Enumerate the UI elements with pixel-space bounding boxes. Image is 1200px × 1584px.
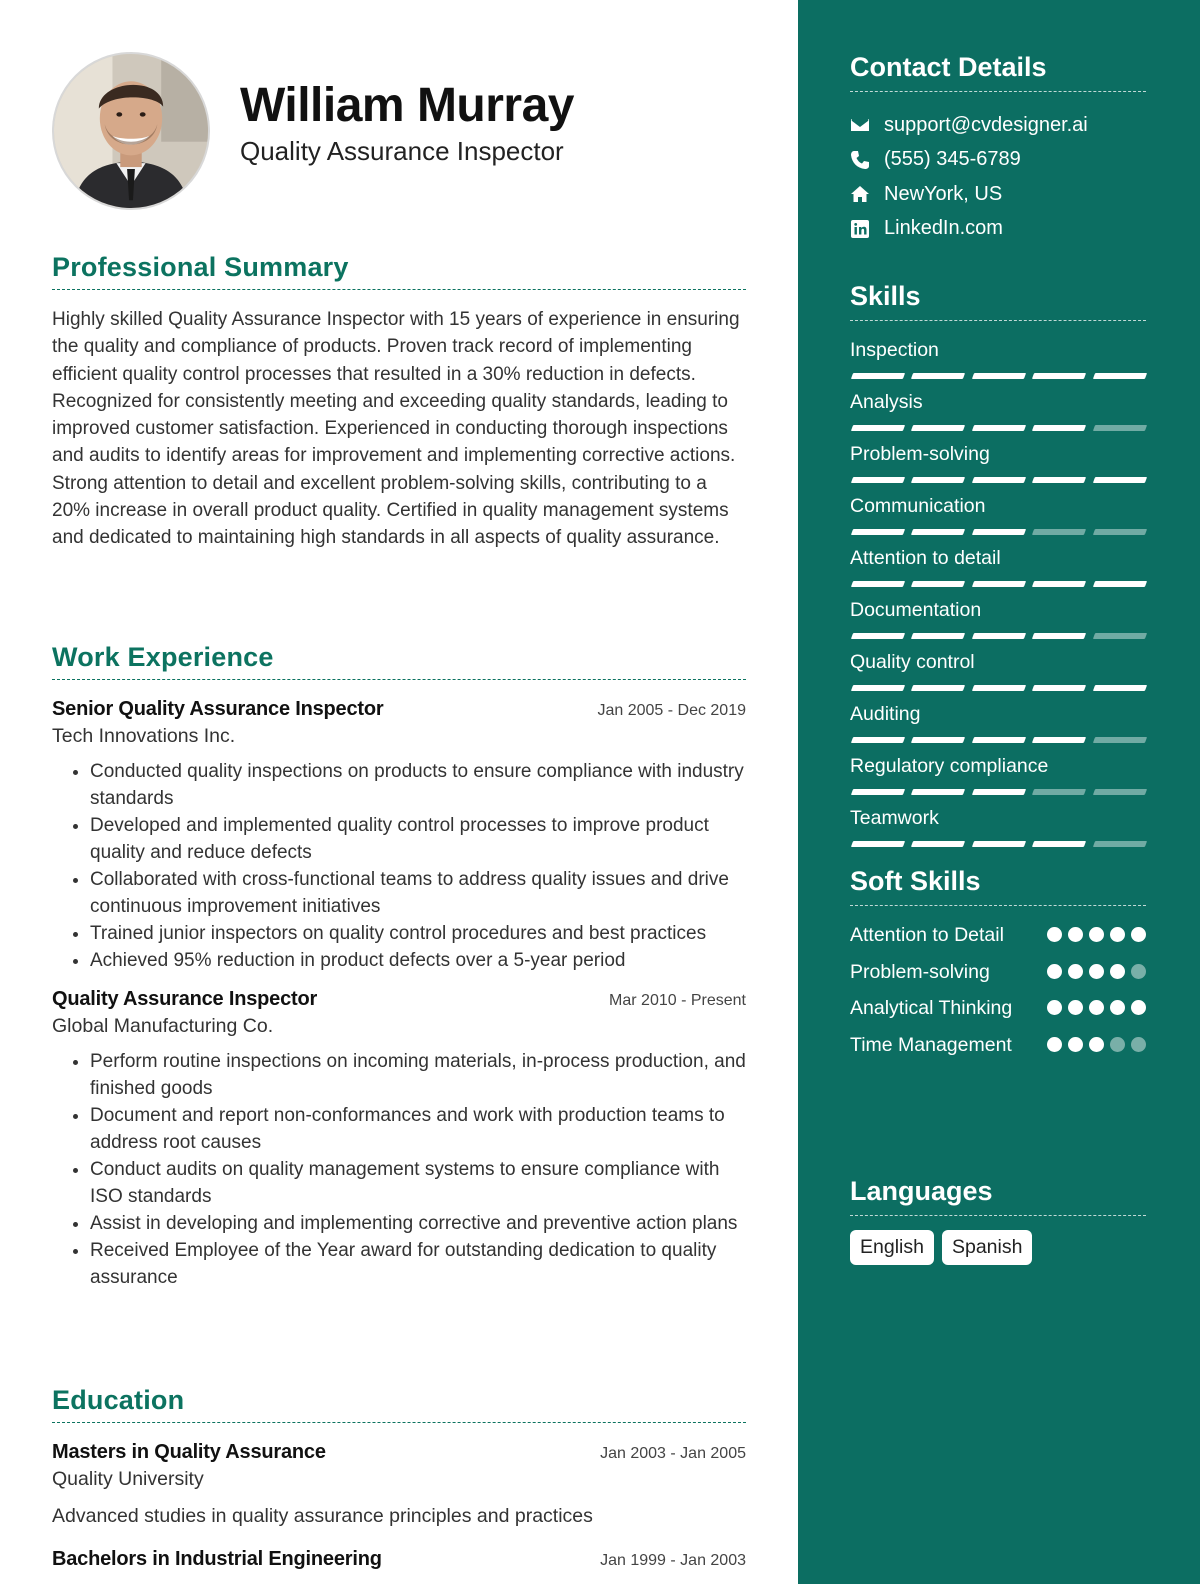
skill-name: Auditing: [850, 703, 921, 725]
skill-level-segment: [1093, 477, 1148, 483]
skill-level-segment: [1032, 685, 1087, 691]
soft-skill-item: [850, 922, 1146, 949]
contact-phone-text: (555) 345-6789: [884, 148, 1021, 171]
skill-level-segment: [911, 633, 966, 639]
job-bullet: • Perform routine inspections on incoming materials, in-process production, and finished goods: [90, 1048, 746, 1102]
rating-dot: [1068, 927, 1083, 942]
rating-dot: [1089, 1037, 1104, 1052]
skill-level-segment: [851, 685, 906, 691]
job-title: Quality Assurance Inspector: [52, 988, 318, 1010]
skill-level-segment: [851, 373, 906, 379]
skill-name: Communication: [850, 495, 986, 517]
skill-level-segment: [1032, 841, 1087, 847]
rating-dot: [1068, 1037, 1083, 1052]
job-bullet: • Received Employee of the Year award for outstanding dedication to quality assurance: [90, 1237, 746, 1291]
rating-dot: [1131, 1037, 1146, 1052]
job-bullet: • Developed and implemented quality control processes to improve product quality and reduce defects: [90, 812, 746, 866]
skill-level-segment: [851, 633, 906, 639]
skill-level-bar: [850, 581, 1146, 587]
skill-name: Regulatory compliance: [850, 755, 1049, 777]
skill-item: [850, 597, 1146, 639]
skill-item: [850, 545, 1146, 587]
education-entry: [52, 1548, 746, 1571]
skill-item: [850, 493, 1146, 535]
skill-level-segment: [1093, 425, 1148, 431]
rating-dot: [1110, 927, 1125, 942]
skill-level-segment: [851, 425, 906, 431]
skill-level-bar: [850, 841, 1146, 847]
candidate-role: Quality Assurance Inspector: [240, 136, 564, 166]
skill-level-segment: [1093, 581, 1148, 587]
skill-level-segment: [911, 789, 966, 795]
profile-photo: [52, 52, 210, 210]
summary-text: Highly skilled Quality Assurance Inspector with 15 years of experience in ensuring the quality and compliance of products. Proven track record of implementing efficient quality control processes that resulted in a 30% reduction in defects. Recognized for consistently meeting and exceeding quality standards, leading to improved customer satisfaction. Experienced in conducting thorough inspections and audits to identify areas for improvement and implementing corrective actions. Strong attention to detail and excellent problem-solving skills, contributing to a 20% increase in overall product quality. Certified in quality management systems and dedicated to maintaining high standards in all aspects of quality assurance.: [52, 309, 740, 549]
contact-linkedin[interactable]: [850, 212, 1146, 247]
skill-level-segment: [972, 789, 1027, 795]
skill-level-segment: [1093, 373, 1148, 379]
rating-dot: [1110, 1037, 1125, 1052]
skill-level-segment: [1093, 841, 1148, 847]
job-date: Jan 2005 - Dec 2019: [597, 702, 746, 719]
contact-location: [850, 177, 1146, 212]
language-chip: English: [850, 1230, 934, 1265]
rating-dot: [1068, 1000, 1083, 1015]
soft-skill-name: Attention to Detail: [850, 924, 1004, 946]
rating-dot: [1131, 927, 1146, 942]
soft-skill-rating: [1047, 922, 1146, 942]
job-date: Mar 2010 - Present: [609, 992, 746, 1009]
skills-section: [850, 281, 1146, 847]
skill-level-segment: [1093, 529, 1148, 535]
skill-name: Inspection: [850, 339, 939, 361]
skill-level-segment: [911, 841, 966, 847]
soft-skills-list: [850, 922, 1146, 1058]
job-bullet: • Conducted quality inspections on products to ensure compliance with industry standards: [90, 758, 746, 812]
skill-level-segment: [1032, 529, 1087, 535]
skill-level-bar: [850, 425, 1146, 431]
skill-level-segment: [972, 425, 1027, 431]
job-bullet: • Trained junior inspectors on quality control procedures and best practices: [90, 920, 746, 947]
profile-photo-image: [54, 54, 208, 208]
education-date: Jan 1999 - Jan 2003: [600, 1552, 746, 1569]
school-name: Quality University: [52, 1468, 204, 1490]
skill-item: [850, 441, 1146, 483]
skill-level-segment: [851, 581, 906, 587]
skill-level-segment: [851, 477, 906, 483]
job-bullet: • Conduct audits on quality management systems to ensure compliance with ISO standards: [90, 1156, 746, 1210]
skill-level-segment: [911, 581, 966, 587]
rating-dot: [1047, 1000, 1062, 1015]
envelope-icon: [850, 115, 870, 135]
soft-skills-title: Soft Skills: [850, 866, 1146, 906]
skill-level-segment: [1032, 633, 1087, 639]
rating-dot: [1047, 964, 1062, 979]
soft-skill-rating: [1047, 995, 1146, 1015]
skill-level-segment: [972, 477, 1027, 483]
skill-level-bar: [850, 529, 1146, 535]
education-section: [52, 1385, 746, 1571]
languages-title: Languages: [850, 1176, 1146, 1216]
skill-level-segment: [1093, 633, 1148, 639]
contact-email-text: support@cvdesigner.ai: [884, 113, 1088, 136]
skill-item: [850, 701, 1146, 743]
skill-item: [850, 649, 1146, 691]
experience-section: [52, 642, 746, 1291]
education-description: Advanced studies in quality assurance principles and practices: [52, 1505, 593, 1527]
skill-name: Problem-solving: [850, 443, 990, 465]
soft-skill-rating: [1047, 1032, 1146, 1052]
skill-level-segment: [911, 737, 966, 743]
phone-icon: [850, 150, 870, 170]
skill-name: Attention to detail: [850, 547, 1001, 569]
summary-title: Professional Summary: [52, 252, 746, 290]
skill-level-bar: [850, 685, 1146, 691]
skill-level-segment: [1093, 685, 1148, 691]
skill-level-segment: [1032, 737, 1087, 743]
skill-level-bar: [850, 477, 1146, 483]
languages-list: [850, 1230, 1146, 1265]
language-chip: Spanish: [942, 1230, 1032, 1265]
job-company: Global Manufacturing Co.: [52, 1015, 274, 1037]
soft-skill-item: [850, 959, 1146, 986]
skill-level-segment: [972, 633, 1027, 639]
skill-level-segment: [972, 529, 1027, 535]
job-entry: [52, 698, 746, 974]
degree-title: Masters in Quality Assurance: [52, 1441, 326, 1463]
rating-dot: [1047, 1037, 1062, 1052]
soft-skill-item: [850, 1032, 1146, 1059]
skill-level-bar: [850, 789, 1146, 795]
soft-skill-name: Analytical Thinking: [850, 997, 1013, 1019]
job-company: Tech Innovations Inc.: [52, 725, 236, 747]
skill-item: [850, 805, 1146, 847]
skill-level-segment: [911, 529, 966, 535]
skill-level-segment: [1032, 373, 1087, 379]
soft-skill-rating: [1047, 959, 1146, 979]
skill-level-segment: [851, 737, 906, 743]
languages-section: [850, 1176, 1146, 1265]
skill-name: Analysis: [850, 391, 923, 413]
rating-dot: [1047, 927, 1062, 942]
skill-item: [850, 389, 1146, 431]
skill-item: [850, 753, 1146, 795]
skill-name: Quality control: [850, 651, 975, 673]
skill-level-segment: [972, 737, 1027, 743]
job-bullets: [52, 758, 746, 974]
rating-dot: [1131, 1000, 1146, 1015]
skill-level-segment: [1093, 737, 1148, 743]
skill-level-segment: [851, 841, 906, 847]
rating-dot: [1110, 964, 1125, 979]
contact-phone[interactable]: [850, 143, 1146, 178]
rating-dot: [1089, 927, 1104, 942]
job-bullet: • Document and report non-conformances and work with production teams to address root causes: [90, 1102, 746, 1156]
skill-name: Documentation: [850, 599, 982, 621]
skill-level-bar: [850, 373, 1146, 379]
degree-title: Bachelors in Industrial Engineering: [52, 1548, 382, 1570]
contact-location-text: NewYork, US: [884, 182, 1003, 205]
skill-level-segment: [1032, 581, 1087, 587]
skill-level-segment: [851, 789, 906, 795]
skill-level-segment: [851, 529, 906, 535]
education-title: Education: [52, 1385, 746, 1423]
soft-skills-section: [850, 866, 1146, 1058]
rating-dot: [1089, 1000, 1104, 1015]
skills-list: [850, 337, 1146, 847]
contact-title: Contact Details: [850, 52, 1146, 92]
home-icon: [850, 184, 870, 204]
rating-dot: [1131, 964, 1146, 979]
skill-level-bar: [850, 737, 1146, 743]
rating-dot: [1068, 964, 1083, 979]
contact-section: [850, 52, 1146, 246]
soft-skill-item: [850, 995, 1146, 1022]
job-bullet: • Collaborated with cross-functional teams to address quality issues and drive continuous improvement initiatives: [90, 866, 746, 920]
soft-skill-name: Problem-solving: [850, 960, 990, 983]
skill-level-segment: [1032, 425, 1087, 431]
education-date: Jan 2003 - Jan 2005: [600, 1445, 746, 1462]
skill-level-segment: [911, 373, 966, 379]
skill-level-segment: [1032, 477, 1087, 483]
job-entry: [52, 988, 746, 1291]
skill-name: Teamwork: [850, 807, 939, 829]
job-bullet: • Assist in developing and implementing corrective and preventive action plans: [90, 1210, 746, 1237]
experience-title: Work Experience: [52, 642, 746, 680]
job-title: Senior Quality Assurance Inspector: [52, 698, 384, 720]
job-bullet: • Achieved 95% reduction in product defects over a 5-year period: [90, 947, 746, 974]
skill-level-bar: [850, 633, 1146, 639]
contact-email[interactable]: [850, 108, 1146, 143]
sidebar: [798, 0, 1200, 1584]
candidate-name: William Murray: [240, 79, 574, 132]
education-entry: [52, 1441, 746, 1528]
skills-title: Skills: [850, 281, 1146, 321]
skill-level-segment: [972, 685, 1027, 691]
skill-item: [850, 337, 1146, 379]
summary-section: [52, 252, 746, 552]
skill-level-segment: [911, 685, 966, 691]
skill-level-segment: [972, 373, 1027, 379]
linkedin-icon: [850, 219, 870, 239]
skill-level-segment: [911, 425, 966, 431]
contact-linkedin-text: LinkedIn.com: [884, 217, 1003, 240]
skill-level-segment: [1032, 789, 1087, 795]
rating-dot: [1110, 1000, 1125, 1015]
skill-level-segment: [972, 581, 1027, 587]
skill-level-segment: [911, 477, 966, 483]
skill-level-segment: [972, 841, 1027, 847]
rating-dot: [1089, 964, 1104, 979]
job-bullets: [52, 1048, 746, 1291]
soft-skill-name: Time Management: [850, 1033, 1012, 1056]
skill-level-segment: [1093, 789, 1148, 795]
